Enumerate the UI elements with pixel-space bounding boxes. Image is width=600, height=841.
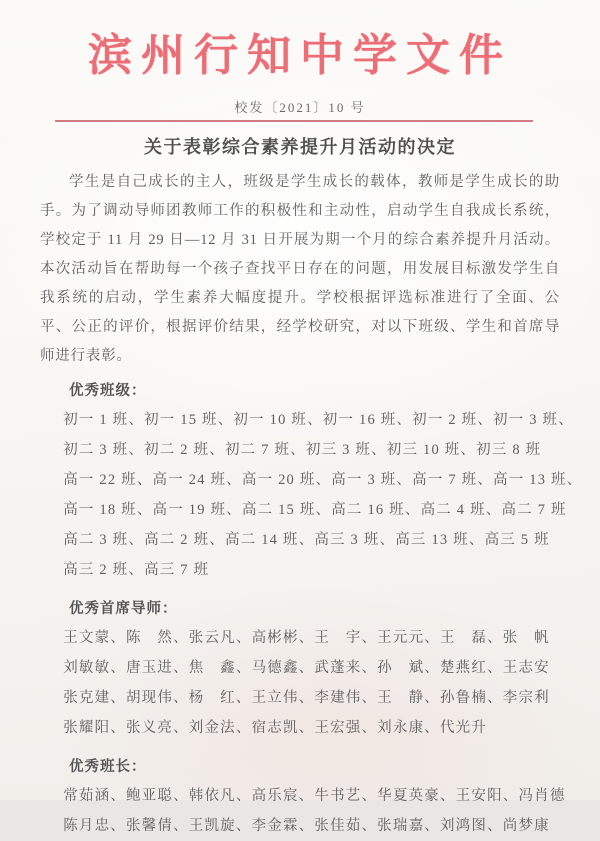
list-line: 张克建、胡现伟、杨 红、王立伟、李建伟、王 静、孙鲁楠、李宗利 — [63, 690, 550, 706]
section-label: 优秀班长： — [69, 759, 147, 775]
section-label: 优秀首席导师： — [69, 601, 178, 617]
list-line: 张耀阳、张义亮、刘金法、宿志凯、王宏强、刘永康、代光升 — [63, 720, 488, 736]
section-excellent-monitors — [40, 753, 566, 841]
section-excellent-mentors — [40, 595, 560, 743]
list-line: 王文蒙、陈 然、张云凡、高彬彬、王 宇、王元元、王 磊、张 帆 — [63, 630, 550, 646]
doc-title: 关于表彰综合素养提升月活动的决定 — [144, 137, 456, 157]
list-line: 常茹涵、鲍亚聪、韩依凡、高乐宸、牛书艺、华夏英豪、王安阳、冯肖德 — [63, 788, 566, 804]
section-label: 优秀班级： — [69, 383, 147, 399]
org-title: 滨州行知中学文件 — [88, 31, 512, 80]
red-divider — [55, 120, 533, 122]
doc-number: 校发〔2021〕10 号 — [234, 100, 366, 115]
list-line: 陈月忠、张馨倩、王凯旋、李金霖、张佳茹、张瑞嘉、刘鸿图、尚梦康 — [63, 818, 550, 834]
list-line: 初二 3 班、初二 2 班、初二 7 班、初三 3 班、初三 10 班、初三 8 班 — [63, 442, 542, 458]
list-line: 高一 22 班、高一 24 班、高一 20 班、高一 3 班、高一 7 班、高一 13 班、 — [63, 472, 583, 488]
section-excellent-classes — [40, 377, 583, 585]
list-line: 高一 18 班、高一 19 班、高二 15 班、高二 16 班、高二 4 班、高二 7 班 — [63, 502, 567, 518]
list-line: 高二 3 班、高二 2 班、高二 14 班、高三 3 班、高三 13 班、高三 5 班 — [63, 532, 550, 548]
body-paragraph: 学生是自己成长的主人，班级是学生成长的载体，教师是学生成长的助手。为了调动导师团教师工作的积极性和主动性，启动学生自我成长系统，学校定于 11 月 29 日—12 月 31 日开展为期一个月的综合素养提升月活动。本次活动旨在帮助每一个孩子查找平日存在的问题，用发展目标激发学生自我系统的启动，学生素养大幅度提升。学校根据评选标准进行了全面、公平、公正的评价，根据评价结果，经学校研究，对以下班级、学生和首席导师进行表彰。 — [40, 174, 560, 364]
list-line: 刘敏敏、唐玉进、焦 鑫、马德鑫、武蓬来、孙 斌、楚燕红、王志安 — [63, 660, 550, 676]
list-line: 初一 1 班、初一 15 班、初一 10 班、初一 16 班、初一 2 班、初一 3 班、 — [63, 412, 574, 428]
list-line: 高三 2 班、高三 7 班 — [63, 562, 210, 578]
